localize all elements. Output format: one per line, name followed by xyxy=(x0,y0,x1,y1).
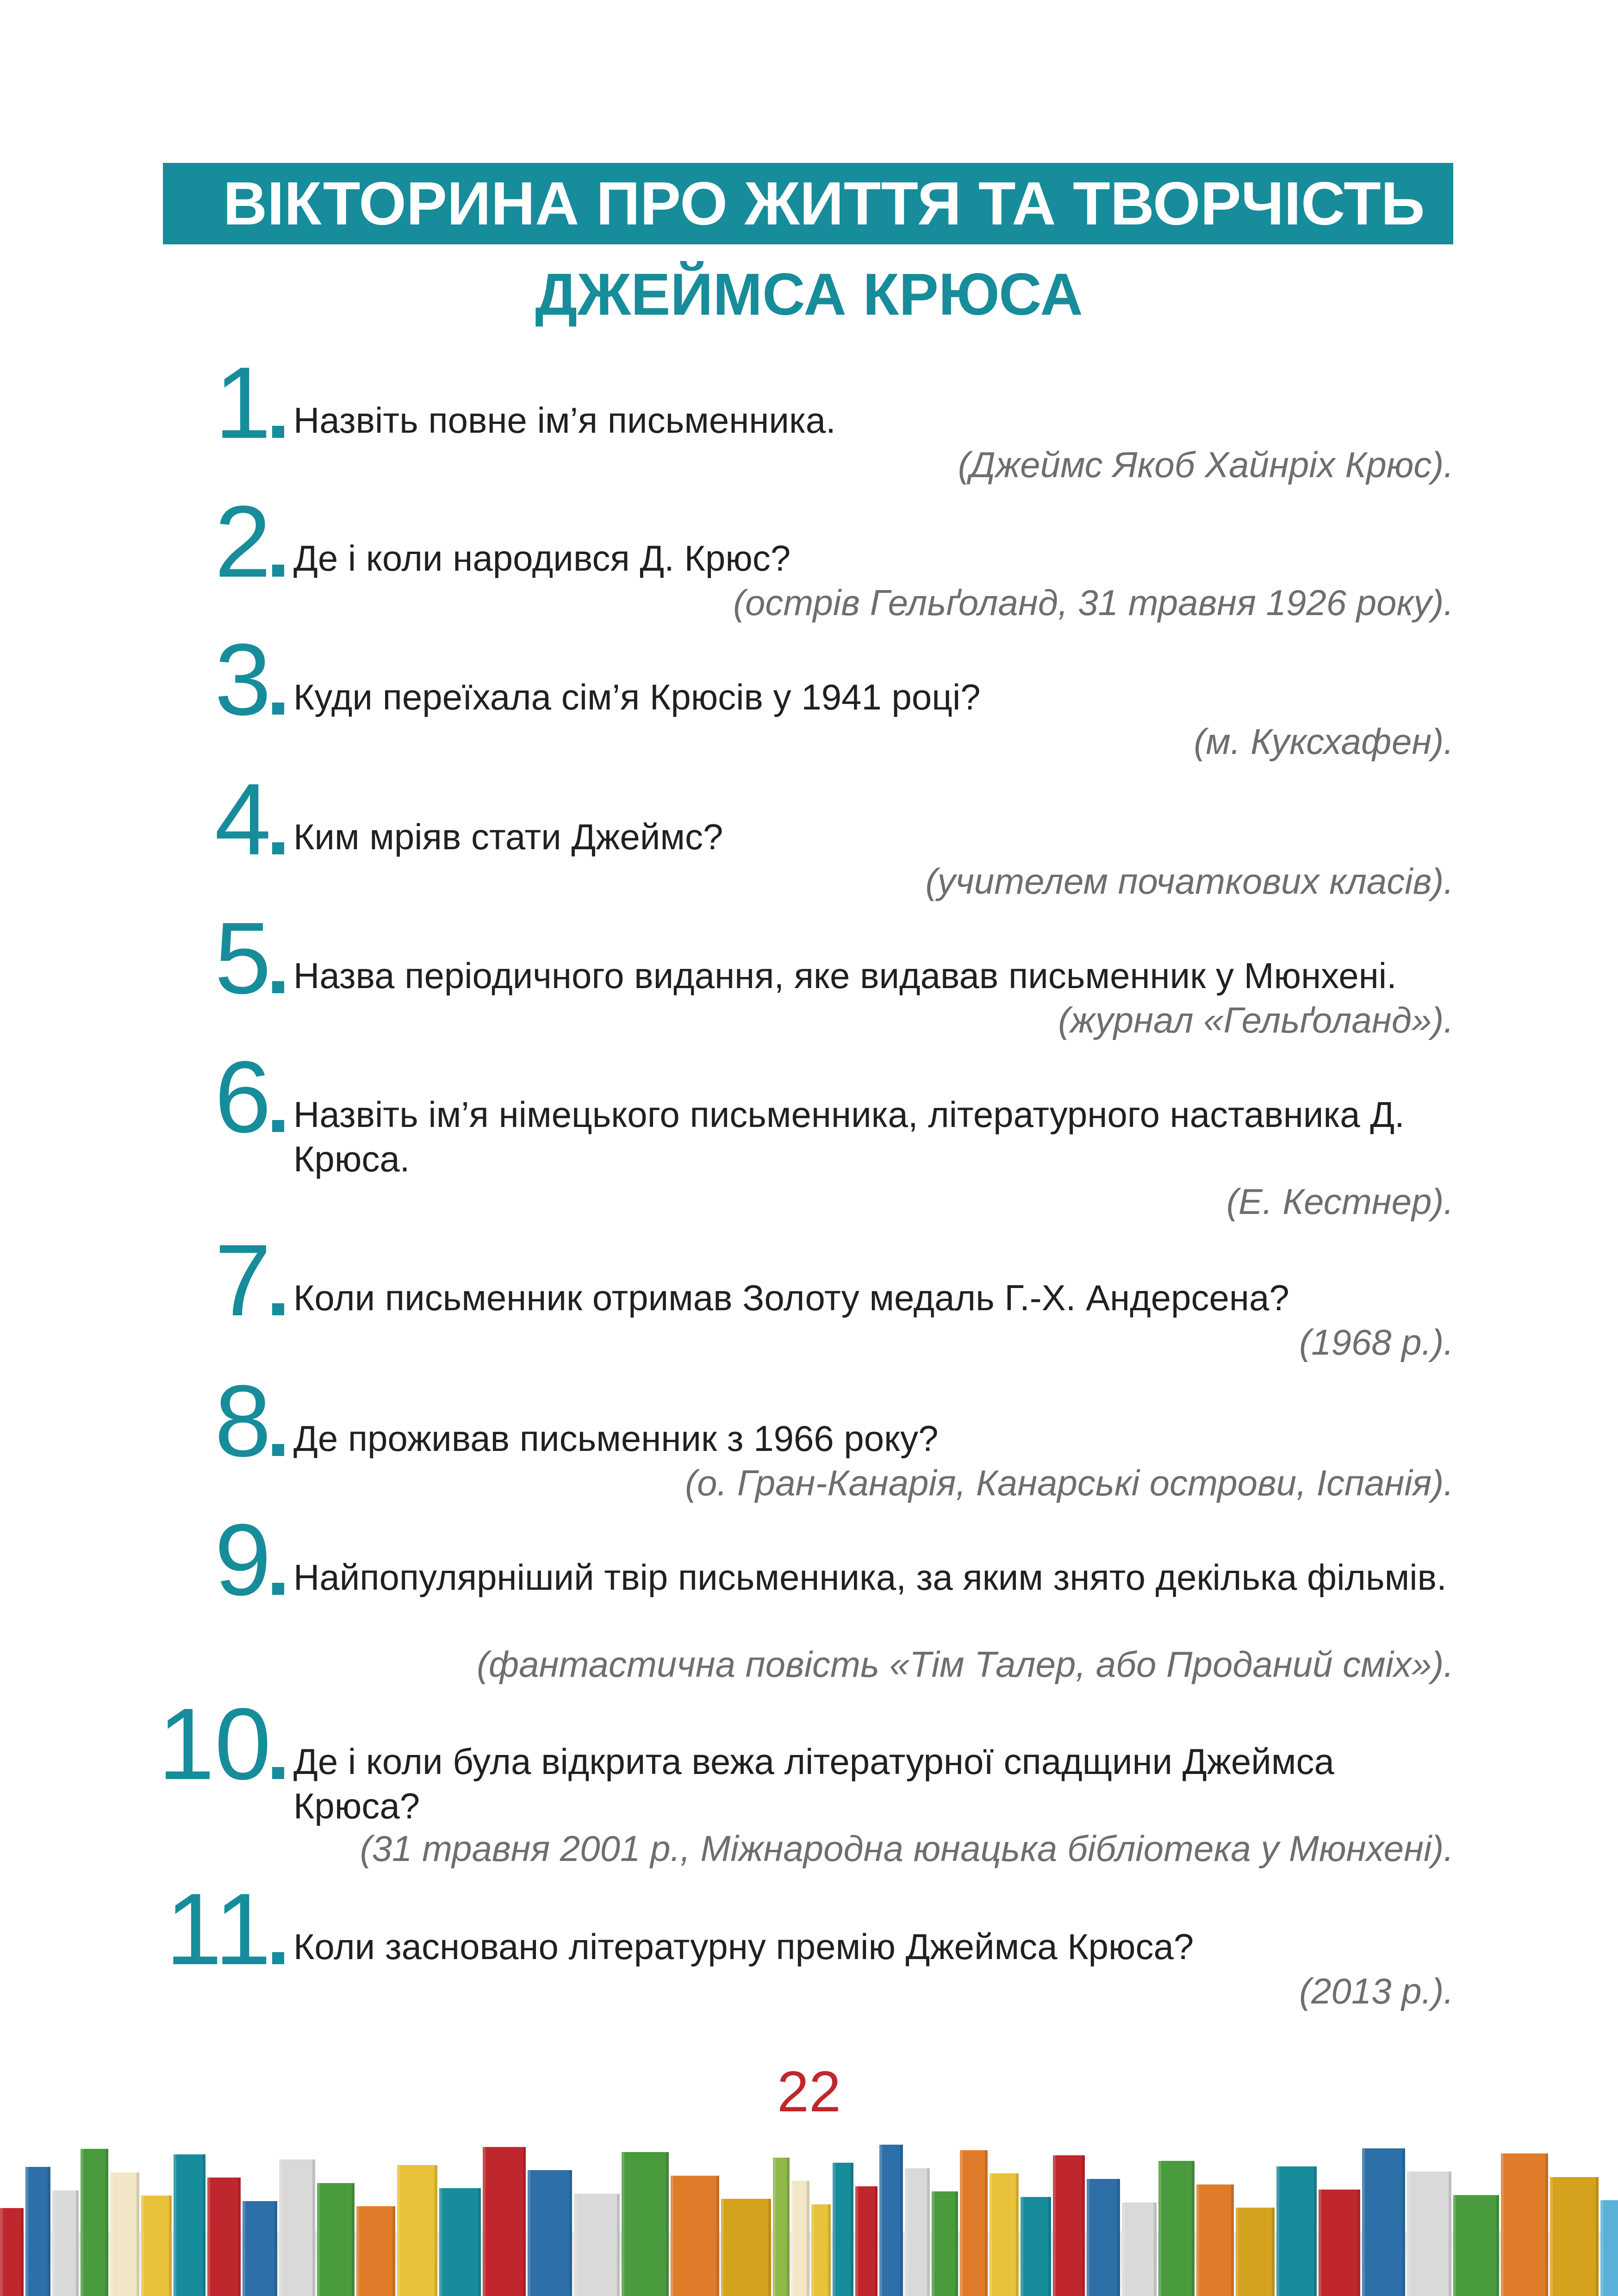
book-spine xyxy=(1550,2177,1599,2296)
question-text: Назвіть повне ім’я письменника. xyxy=(293,400,836,441)
answer-text: (м. Куксхафен). xyxy=(1194,721,1454,762)
number-dot xyxy=(272,1120,284,1132)
question-text: Де і коли народився Д. Крюс? xyxy=(293,538,791,579)
book-spine xyxy=(1276,2166,1317,2296)
answer-text: (журнал «Гельґоланд»). xyxy=(1058,1000,1454,1040)
book-spine xyxy=(483,2147,526,2296)
number-dot xyxy=(272,426,284,438)
question-number: 1 xyxy=(214,346,271,460)
book-spine xyxy=(439,2188,481,2296)
question-text: Назвіть ім’я німецького письменника, літературного наставника Д. Крюса. xyxy=(293,1094,1405,1179)
question-number: 2 xyxy=(214,485,271,598)
book-spine xyxy=(207,2178,241,2296)
question-number: 5 xyxy=(214,901,271,1015)
number-dot xyxy=(272,1444,284,1456)
question-text: Де проживав письменник з 1966 року? xyxy=(293,1418,939,1459)
question-text: Назва періодичного видання, яке видавав письменник у Мюнхені. xyxy=(293,955,1397,996)
book-spine xyxy=(811,2204,831,2296)
book-spine xyxy=(1453,2195,1499,2296)
number-dot xyxy=(272,1952,284,1964)
answer-text: (фантастична повість «Тім Талер, або Проданий сміх»). xyxy=(477,1644,1454,1685)
question-text: Куди переїхала сім’я Крюсів у 1941 році? xyxy=(293,677,981,717)
book-spine xyxy=(1158,2161,1195,2296)
book-spine xyxy=(1319,2190,1360,2296)
page-title: ВІКТОРИНА ПРО ЖИТТЯ ТА ТВОРЧІСТЬ xyxy=(223,169,1425,237)
answer-text: (1968 р.). xyxy=(1299,1322,1454,1363)
question-number: 11 xyxy=(165,1872,271,1986)
number-dot xyxy=(272,1767,284,1779)
number-dot xyxy=(272,703,284,715)
book-spine xyxy=(622,2152,669,2296)
question-number: 7 xyxy=(214,1223,271,1337)
answer-text: (2013 р.). xyxy=(1299,1971,1454,2011)
book-spine xyxy=(960,2150,988,2296)
question-text: Ким мріяв стати Джеймс? xyxy=(293,816,723,857)
number-dot xyxy=(272,981,284,993)
answer-text: (острів Гельґоланд, 31 травня 1926 року). xyxy=(733,582,1454,623)
question-text: Коли письменник отримав Золоту медаль Г.-Х. Андерсена? xyxy=(293,1277,1289,1318)
answer-text: (Е. Кестнер). xyxy=(1226,1181,1454,1222)
book-spine xyxy=(243,2201,277,2296)
answer-text: (о. Гран-Канарія, Канарські острови, Іспанія). xyxy=(685,1462,1454,1503)
book-spine xyxy=(397,2165,437,2296)
question-number: 8 xyxy=(214,1364,271,1478)
answer-text: (учителем початкових класів). xyxy=(925,861,1454,902)
book-spine xyxy=(855,2186,877,2296)
book-spine xyxy=(989,2173,1019,2296)
book-spine xyxy=(174,2154,205,2296)
book-spine xyxy=(1053,2155,1085,2296)
book-spine xyxy=(317,2183,355,2296)
question-number: 9 xyxy=(214,1503,271,1617)
answer-text: (31 травня 2001 р., Міжнародна юнацька бібліотека у Мюнхені). xyxy=(360,1828,1454,1869)
book-spine xyxy=(0,2208,24,2296)
book-spine xyxy=(52,2190,79,2296)
book-spine xyxy=(932,2191,958,2296)
book-spine xyxy=(1021,2197,1051,2296)
book-spine xyxy=(671,2176,719,2296)
book-spine xyxy=(1407,2172,1451,2296)
number-dot xyxy=(272,842,284,854)
book-spine xyxy=(25,2167,50,2296)
question-number: 6 xyxy=(214,1040,271,1154)
book-spine xyxy=(110,2172,139,2296)
book-spine xyxy=(1600,2200,1618,2296)
number-dot xyxy=(272,565,284,577)
book-spine xyxy=(1122,2203,1157,2296)
book-spine xyxy=(81,2149,108,2296)
question-text: Найпопулярніший твір письменника, за яким знято декілька фільмів. xyxy=(293,1557,1447,1598)
book-spine xyxy=(574,2194,620,2296)
question-number: 3 xyxy=(214,622,271,736)
question-text: Де і коли була відкрита вежа літературної спадщини Джеймса Крюса? xyxy=(293,1741,1334,1826)
book-spine xyxy=(279,2159,315,2296)
question-number: 4 xyxy=(214,762,271,876)
page-number: 22 xyxy=(777,2060,841,2124)
question-number: 10 xyxy=(158,1687,271,1801)
book-spine xyxy=(1087,2179,1120,2296)
book-spine xyxy=(528,2170,572,2296)
book-spine xyxy=(1236,2208,1275,2296)
number-dot xyxy=(272,1303,284,1315)
number-dot xyxy=(272,1583,284,1595)
book-spine xyxy=(1501,2153,1548,2296)
page-subtitle: ДЖЕЙМСА КРЮСА xyxy=(535,261,1083,328)
book-spine xyxy=(721,2199,771,2296)
question-text: Коли засновано літературну премію Джеймса Крюса? xyxy=(293,1926,1194,1967)
book-spine xyxy=(356,2206,395,2296)
book-spine xyxy=(905,2168,930,2296)
answer-text: (Джеймс Якоб Хайнріх Крюс). xyxy=(958,444,1454,485)
book-spine xyxy=(879,2145,903,2296)
book-spine xyxy=(141,2196,172,2296)
book-spine xyxy=(791,2181,809,2296)
book-spine xyxy=(1362,2148,1405,2296)
book-spine xyxy=(833,2163,853,2296)
book-spine xyxy=(773,2158,790,2296)
book-spine xyxy=(1196,2184,1234,2296)
bookshelf-decoration xyxy=(0,2139,1618,2296)
